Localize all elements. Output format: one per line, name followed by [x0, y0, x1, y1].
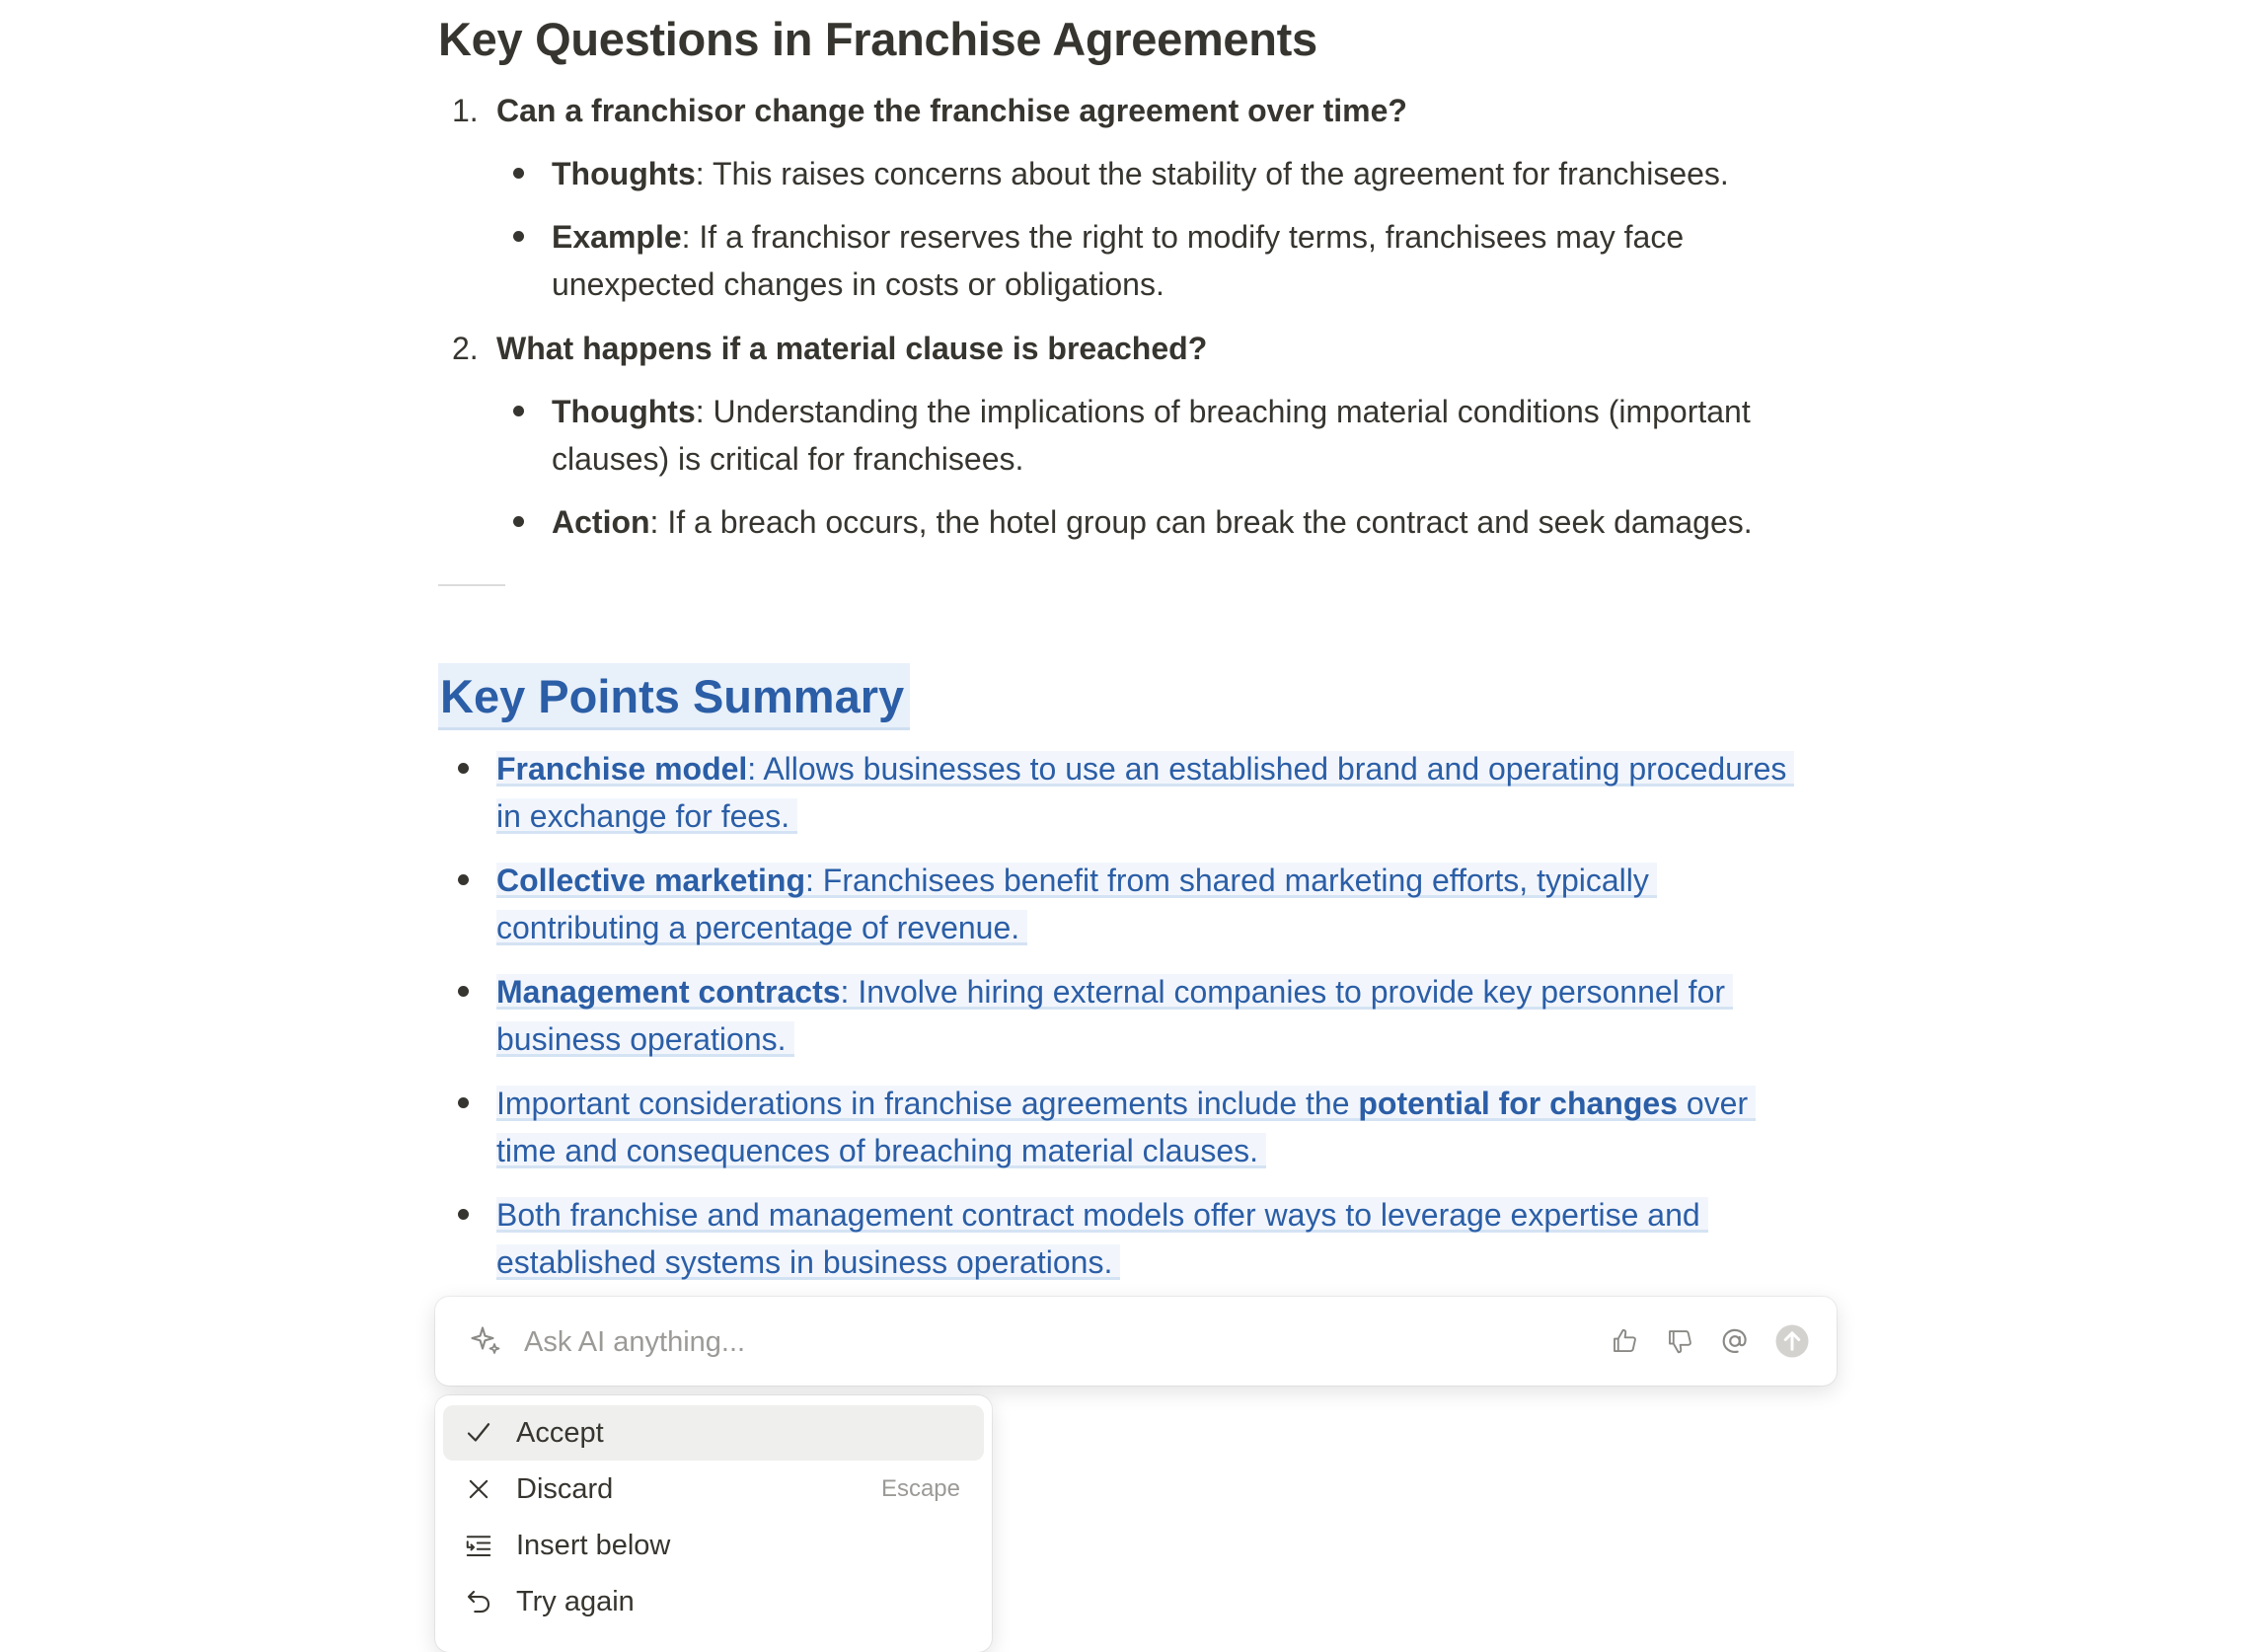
point-text: : Understanding the implications of breaching material conditions (important — [695, 394, 1751, 429]
summary-text: over — [1677, 1086, 1749, 1121]
list-item — [552, 388, 1751, 435]
list-number: 1. — [452, 93, 479, 128]
question-text: What happens if a material clause is breached? — [496, 331, 1208, 366]
menu-item-label: Insert below — [516, 1529, 671, 1561]
summary-item-continued — [496, 1127, 1266, 1174]
ai-action-menu — [435, 1395, 992, 1652]
menu-item-accept[interactable] — [443, 1405, 984, 1461]
list-number: 2. — [452, 331, 479, 366]
bullet-icon — [458, 763, 469, 774]
close-icon — [459, 1469, 498, 1509]
check-icon — [459, 1413, 498, 1453]
summary-label: potential for changes — [1358, 1086, 1678, 1121]
point-label: Thoughts — [552, 394, 696, 429]
summary-label: Franchise model — [496, 751, 748, 787]
summary-text: Both franchise and management contract models offer ways to leverage expertise and — [496, 1197, 1708, 1233]
menu-item-label: Try again — [516, 1585, 635, 1617]
summary-item-continued — [496, 904, 1027, 951]
bullet-icon — [513, 516, 524, 527]
bullet-icon — [458, 1097, 469, 1108]
send-arrow-icon[interactable] — [1771, 1320, 1813, 1362]
summary-text: : Franchisees benefit from shared marketing efforts, typically — [805, 863, 1649, 898]
point-text: : If a breach occurs, the hotel group can break the contract and seek damages. — [649, 504, 1753, 540]
ask-ai-input[interactable] — [522, 1318, 1513, 1366]
point-text: : If a franchisor reserves the right to modify terms, franchisees may face — [681, 219, 1685, 255]
insert-below-icon — [459, 1526, 498, 1565]
list-item — [552, 150, 1729, 197]
point-text: : This raises concerns about the stability of the agreement for franchisees. — [695, 156, 1729, 191]
summary-text: Important considerations in franchise agreements include the — [496, 1086, 1359, 1121]
bullet-icon — [513, 231, 524, 242]
point-text-continued: unexpected changes in costs or obligations. — [552, 266, 1165, 302]
question-text: Can a franchisor change the franchise agreement over time? — [496, 93, 1407, 128]
divider — [438, 584, 505, 586]
bullet-icon — [458, 986, 469, 997]
menu-item-insert-below[interactable] — [443, 1518, 984, 1573]
summary-text: : Involve hiring external companies to provide key personnel for — [840, 974, 1726, 1010]
menu-item-label: Discard — [516, 1472, 614, 1505]
summary-item — [496, 968, 1733, 1015]
point-text-continued: clauses) is critical for franchisees. — [552, 441, 1024, 477]
point-label: Example — [552, 219, 682, 255]
summary-item-continued — [496, 792, 797, 840]
summary-label: Collective marketing — [496, 863, 805, 898]
menu-item-discard[interactable] — [443, 1462, 984, 1517]
summary-item-continued — [496, 1239, 1120, 1286]
summary-item — [496, 745, 1794, 792]
summary-text: contributing a percentage of revenue. — [496, 910, 1027, 945]
summary-text: established systems in business operations. — [496, 1244, 1120, 1280]
summary-text: time and consequences of breaching material clauses. — [496, 1133, 1266, 1168]
list-item — [552, 498, 1753, 546]
point-label: Action — [552, 504, 650, 540]
point-label: Thoughts — [552, 156, 696, 191]
summary-item-continued — [496, 1015, 794, 1063]
sparkle-icon — [465, 1320, 506, 1362]
list-item — [552, 213, 1684, 261]
thumbs-up-icon[interactable] — [1604, 1320, 1645, 1362]
summary-title: Key Points Summary — [438, 663, 910, 730]
summary-label: Management contracts — [496, 974, 841, 1010]
summary-text: : Allows businesses to use an established brand and operating procedures — [747, 751, 1787, 787]
shortcut-hint: Escape — [880, 1475, 960, 1502]
summary-item — [496, 1080, 1756, 1127]
bullet-icon — [458, 874, 469, 885]
menu-item-label: Accept — [516, 1416, 604, 1449]
bullet-icon — [513, 168, 524, 179]
section-title: Key Questions in Franchise Agreements — [438, 13, 1317, 65]
summary-item — [496, 1191, 1708, 1239]
summary-text: in exchange for fees. — [496, 798, 797, 834]
menu-item-try-again[interactable] — [443, 1574, 984, 1629]
summary-item — [496, 857, 1657, 904]
bullet-icon — [458, 1209, 469, 1220]
thumbs-down-icon[interactable] — [1659, 1320, 1700, 1362]
at-icon[interactable] — [1714, 1320, 1756, 1362]
undo-arrow-icon — [459, 1582, 498, 1621]
ask-ai-bar — [435, 1297, 1837, 1386]
summary-text: business operations. — [496, 1021, 794, 1057]
bullet-icon — [513, 406, 524, 416]
